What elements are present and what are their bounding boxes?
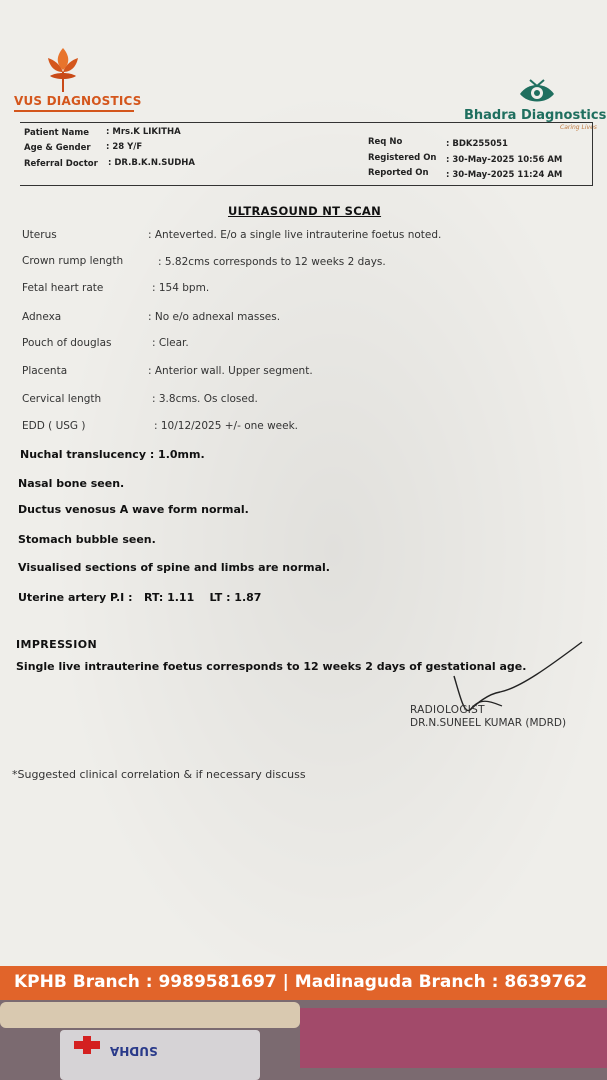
right-brand-name: Bhadra Diagnostics bbox=[464, 108, 607, 123]
report-title: ULTRASOUND NT SCAN bbox=[228, 204, 382, 218]
reported-on-label: Reported On bbox=[368, 168, 429, 178]
eye-logo-icon bbox=[516, 76, 558, 108]
finding-nuchal: Nuchal translucency : 1.0mm. bbox=[20, 448, 205, 461]
finding-spine-limbs: Visualised sections of spine and limbs are normal. bbox=[18, 561, 330, 574]
radiologist-name: DR.N.SUNEEL KUMAR (MDRD) bbox=[410, 717, 567, 729]
left-brand-name: VUS DIAGNOSTICS bbox=[14, 94, 142, 108]
branch-footer bbox=[0, 966, 607, 1000]
red-cross-icon bbox=[74, 1036, 100, 1054]
age-gender-value: : 28 Y/F bbox=[106, 142, 143, 152]
row-value-adnexa: : No e/o adnexal masses. bbox=[148, 311, 281, 323]
background-cloth bbox=[300, 1008, 607, 1068]
finding-uterine-artery: Uterine artery P.I : RT: 1.11 LT : 1.87 bbox=[18, 591, 262, 604]
radiologist-role: RADIOLOGIST bbox=[410, 704, 485, 716]
row-label-crown-rump: Crown rump length bbox=[22, 255, 124, 267]
row-label-uterus: Uterus bbox=[22, 229, 57, 241]
row-value-pouch: : Clear. bbox=[152, 337, 189, 349]
row-value-uterus: : Anteverted. E/o a single live intrauterine foetus noted. bbox=[148, 229, 442, 241]
left-brand-underline bbox=[14, 110, 134, 112]
footer-branch-text: KPHB Branch : 9989581697 | Madinaguda Branch : 8639762 bbox=[14, 972, 588, 992]
row-label-fetal-heart: Fetal heart rate bbox=[22, 282, 104, 294]
row-value-cervical: : 3.8cms. Os closed. bbox=[152, 393, 258, 405]
impression-heading: IMPRESSION bbox=[16, 638, 98, 651]
finding-stomach: Stomach bubble seen. bbox=[18, 533, 156, 546]
clinical-note: *Suggested clinical correlation & if necessary discuss bbox=[12, 768, 306, 781]
row-label-adnexa: Adnexa bbox=[22, 311, 62, 323]
finding-ductus: Ductus venosus A wave form normal. bbox=[18, 503, 249, 516]
background-card-label: SUDHA bbox=[110, 1044, 158, 1058]
finding-nasal-bone: Nasal bone seen. bbox=[18, 477, 125, 490]
registered-on-label: Registered On bbox=[368, 153, 437, 163]
registered-on-value: : 30-May-2025 10:56 AM bbox=[446, 155, 563, 165]
reported-on-value: : 30-May-2025 11:24 AM bbox=[446, 170, 563, 180]
req-no-label: Req No bbox=[368, 137, 403, 147]
row-value-crown-rump: : 5.82cms corresponds to 12 weeks 2 days. bbox=[158, 256, 386, 268]
impression-text: Single live intrauterine foetus corresponds to 12 weeks 2 days of gestational age. bbox=[16, 660, 527, 673]
row-value-edd: : 10/12/2025 +/- one week. bbox=[154, 420, 298, 432]
row-value-placenta: : Anterior wall. Upper segment. bbox=[148, 365, 313, 377]
referral-doctor-value: : DR.B.K.N.SUDHA bbox=[108, 158, 195, 168]
age-gender-label: Age & Gender bbox=[24, 143, 91, 153]
right-brand-tagline: Caring Lives bbox=[560, 124, 597, 131]
row-label-cervical: Cervical length bbox=[22, 393, 102, 405]
patient-name-value: : Mrs.K LIKITHA bbox=[106, 127, 181, 137]
row-label-pouch: Pouch of douglas bbox=[22, 337, 112, 349]
row-label-edd: EDD ( USG ) bbox=[22, 420, 86, 432]
patient-name-label: Patient Name bbox=[24, 128, 90, 138]
background-fabric bbox=[0, 1002, 300, 1028]
req-no-value: : BDK255051 bbox=[446, 139, 508, 149]
row-value-fetal-heart: : 154 bpm. bbox=[152, 282, 210, 294]
flower-logo-icon bbox=[40, 42, 86, 96]
row-label-placenta: Placenta bbox=[22, 365, 68, 377]
referral-doctor-label: Referral Doctor bbox=[24, 159, 98, 169]
